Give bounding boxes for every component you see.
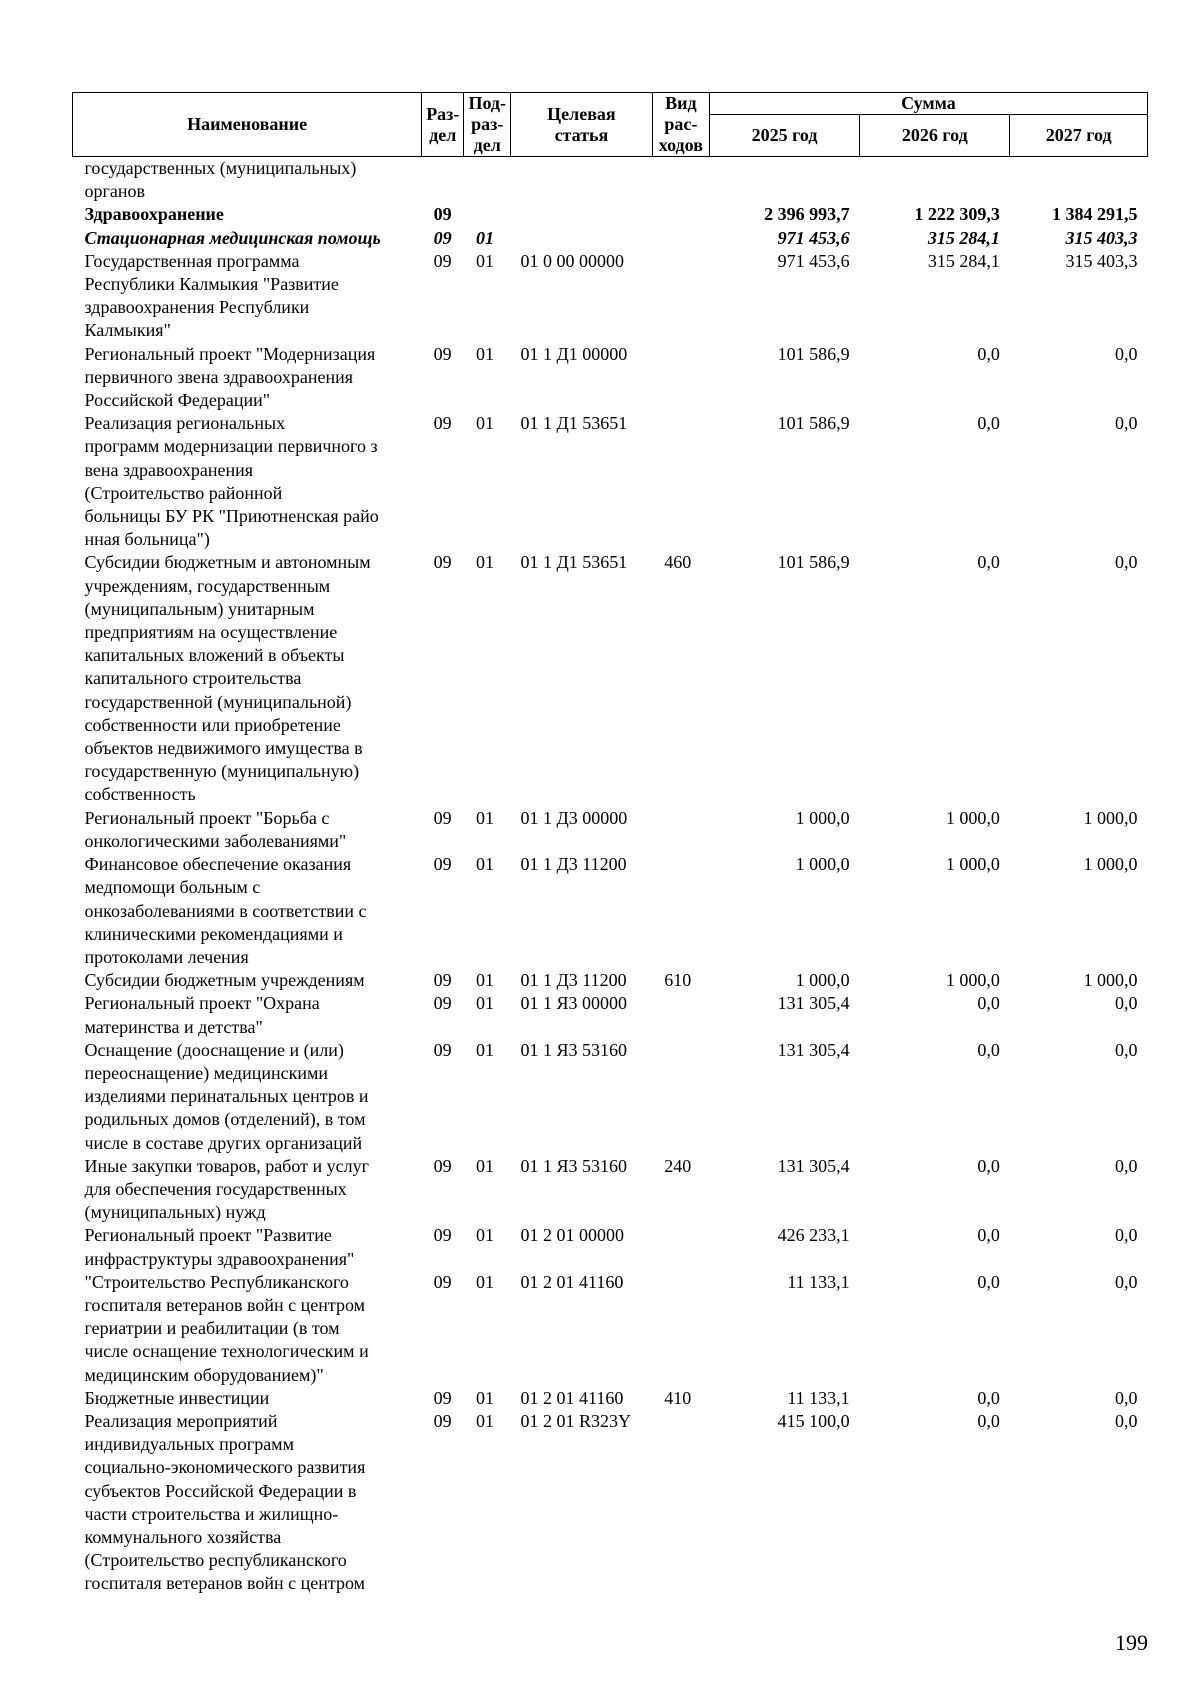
cell-2026: 0,0 [977,1155,1000,1176]
budget-table [72,92,1148,1596]
cell-vid: 410 [664,1387,692,1408]
header-2026: 2026 год [860,115,1010,157]
table-row [73,157,1148,204]
cell-vid [652,412,709,551]
cell-podrazdel: 01 [475,343,494,364]
cell-vid [652,203,709,226]
header-razdel: Раз- дел [422,93,464,157]
cell-2026: 1 000,0 [945,854,1000,875]
table-row [73,1224,1148,1270]
cell-vid [652,807,709,853]
cell-razdel: 09 [433,1039,452,1060]
cell-2026: 0,0 [977,552,1000,573]
cell-podrazdel: 01 [475,1225,494,1246]
cell-celevaya: 01 0 00 00000 [520,250,625,271]
cell-vid: 610 [664,970,692,991]
table-row [73,853,1148,969]
page-number: 199 [1115,1630,1148,1655]
cell-2026: 0,0 [977,1387,1000,1408]
cell-podrazdel: 01 [475,1039,494,1060]
cell-2025: 101 586,9 [777,413,850,434]
cell-podrazdel: 01 [475,993,494,1014]
cell-2027: 1 000,0 [1083,807,1138,828]
cell-2026: 0,0 [977,1410,1000,1431]
cell-razdel: 09 [433,552,452,573]
cell-vid [652,1271,709,1387]
table-row [73,412,1148,551]
cell-2025: 971 453,6 [777,250,850,271]
cell-name: Субсидии бюджетным учреждениям [84,970,365,991]
cell-2025 [709,157,859,204]
cell-2025: 415 100,0 [777,1410,850,1431]
cell-vid [652,227,709,250]
cell-razdel: 09 [433,250,452,271]
cell-razdel: 09 [433,1387,452,1408]
table-row [73,203,1148,226]
cell-2025: 11 133,1 [787,1387,850,1408]
cell-podrazdel: 01 [475,1387,494,1408]
cell-name: Бюджетные инвестиции [84,1387,270,1408]
cell-razdel: 09 [433,970,452,991]
cell-2025: 131 305,4 [777,993,850,1014]
cell-celevaya: 01 1 Я3 53160 [520,1155,628,1176]
table-row [73,250,1148,343]
cell-2026: 0,0 [977,1271,1000,1292]
cell-name: Иные закупки товаров, работ и услуг для обеспечения государственных (муниципальных) нужд [84,1155,369,1223]
cell-2026: 0,0 [977,343,1000,364]
cell-name: Региональный проект "Модернизация первичного звена здравоохранения Российской Федерации" [84,343,376,411]
cell-celevaya: 01 1 Д3 00000 [520,807,628,828]
table-row [73,992,1148,1038]
cell-2026: 315 284,1 [927,250,1000,271]
cell-vid [652,853,709,969]
cell-celevaya [511,227,653,250]
cell-podrazdel: 01 [475,807,494,828]
table-row [73,1039,1148,1155]
cell-2025: 101 586,9 [777,552,850,573]
cell-celevaya: 01 1 Д1 53651 [520,413,628,434]
cell-podrazdel: 01 [475,250,494,271]
cell-2027: 1 000,0 [1083,970,1138,991]
cell-2027: 0,0 [1115,1039,1138,1060]
cell-2027: 1 000,0 [1083,854,1138,875]
cell-razdel: 09 [433,343,452,364]
cell-2027: 1 384 291,5 [1052,204,1138,225]
document-page [72,92,1148,1596]
cell-2026: 0,0 [977,993,1000,1014]
cell-2027: 0,0 [1115,552,1138,573]
cell-2025: 1 000,0 [795,854,850,875]
cell-celevaya: 01 1 Я3 53160 [520,1039,628,1060]
table-row [73,807,1148,853]
cell-2025: 971 453,6 [777,227,850,248]
header-vid: Вид рас- ходов [652,93,709,157]
cell-podrazdel [464,203,511,226]
table-row [73,1271,1148,1387]
table-row [73,1410,1148,1596]
cell-podrazdel [464,157,511,204]
cell-razdel: 09 [433,1155,452,1176]
table-row [73,551,1148,806]
table-row [73,969,1148,992]
cell-celevaya: 01 1 Я3 00000 [520,993,628,1014]
cell-celevaya: 01 1 Д3 11200 [520,970,627,991]
header-podrazdel: Под- раз- дел [464,93,511,157]
cell-razdel: 09 [433,807,452,828]
cell-name: Здравоохранение [84,204,224,225]
cell-2026: 0,0 [977,1225,1000,1246]
table-body [73,157,1148,1596]
cell-celevaya: 01 2 01 R323Y [520,1410,632,1431]
cell-podrazdel: 01 [475,552,494,573]
cell-2027 [1010,157,1148,204]
table-row [73,343,1148,413]
table-row [73,1387,1148,1410]
cell-razdel: 09 [433,993,452,1014]
cell-celevaya: 01 1 Д1 53651 [520,552,628,573]
cell-2027: 315 403,3 [1065,227,1138,248]
header-2027: 2027 год [1010,115,1148,157]
cell-2026 [860,157,1010,204]
cell-2026: 1 000,0 [945,970,1000,991]
cell-name: Государственная программа Республики Калмыкия "Развитие здравоохранения Республики Калмыкия" [84,250,339,341]
cell-podrazdel: 01 [475,1410,494,1431]
cell-2027: 0,0 [1115,1387,1138,1408]
cell-podrazdel: 01 [475,1271,494,1292]
cell-vid [652,157,709,204]
cell-razdel: 09 [433,854,452,875]
cell-2027: 315 403,3 [1065,250,1138,271]
cell-vid [652,250,709,343]
cell-name: Стационарная медицинская помощь [84,227,381,248]
cell-2025: 1 000,0 [795,970,850,991]
cell-2026: 1 000,0 [945,807,1000,828]
table-row [73,227,1148,250]
cell-vid [652,1224,709,1270]
cell-2027: 0,0 [1115,343,1138,364]
cell-name: Оснащение (дооснащение и (или) переоснащение) медицинскими изделиями перинатальных центров и родильных домов (отделений), в том числе в составе других организаций [84,1039,369,1153]
cell-celevaya: 01 1 Д3 11200 [520,854,627,875]
cell-2025: 131 305,4 [777,1039,850,1060]
cell-2025: 11 133,1 [787,1271,850,1292]
cell-podrazdel: 01 [475,854,494,875]
cell-podrazdel: 01 [475,970,494,991]
table-row [73,1155,1148,1225]
cell-razdel: 09 [433,413,452,434]
cell-2026: 0,0 [977,1039,1000,1060]
cell-celevaya: 01 2 01 41160 [520,1271,624,1292]
cell-razdel: 09 [433,1271,452,1292]
cell-vid [652,343,709,413]
cell-2027: 0,0 [1115,413,1138,434]
cell-name: Региональный проект "Охрана материнства и детства" [84,993,320,1037]
cell-2026: 1 222 309,3 [914,204,1000,225]
cell-name: Региональный проект "Борьба с онкологическими заболеваниями" [84,807,347,851]
cell-2026: 0,0 [977,413,1000,434]
cell-vid [652,1039,709,1155]
cell-2027: 0,0 [1115,1410,1138,1431]
cell-podrazdel: 01 [475,413,494,434]
cell-name: Реализация мероприятий индивидуальных программ социально-экономического развития субъектов Российской Федерации в части строительства и жилищно- коммунального хозяйства (Строительство республиканского госпиталя ветеранов войн с центром [84,1410,366,1594]
cell-celevaya: 01 2 01 41160 [520,1387,624,1408]
cell-celevaya: 01 2 01 00000 [520,1225,625,1246]
header-celevaya: Целевая статья [511,93,653,157]
cell-razdel: 09 [433,204,452,225]
cell-vid [652,992,709,1038]
cell-2027: 0,0 [1115,1155,1138,1176]
cell-name: Реализация региональных программ модернизации первичного з вена здравоохранения (Строительство районной больницы БУ РК "Приютненская райо нная больница") [84,413,379,550]
cell-celevaya [511,203,653,226]
cell-name: "Строительство Республиканского госпиталя ветеранов войн с центром гериатрии и реабилитации (в том числе оснащение технологическим и медицинским оборудованием)" [84,1271,369,1385]
header-2025: 2025 год [709,115,859,157]
cell-2027: 0,0 [1115,993,1138,1014]
cell-razdel [422,157,464,204]
cell-name: Финансовое обеспечение оказания медпомощи больным с онкозаболеваниями в соответствии с клиническими рекомендациями и протоколами лечения [84,854,367,967]
cell-2025: 2 396 993,7 [764,204,850,225]
cell-podrazdel: 01 [475,227,494,248]
cell-2025: 1 000,0 [795,807,850,828]
header-name: Наименование [73,93,422,157]
cell-2026: 315 284,1 [927,227,1000,248]
cell-2025: 131 305,4 [777,1155,850,1176]
cell-name: Региональный проект "Развитие инфраструктуры здравоохранения" [84,1225,355,1269]
cell-2027: 0,0 [1115,1225,1138,1246]
cell-razdel: 09 [433,227,452,248]
cell-2025: 101 586,9 [777,343,850,364]
cell-vid [652,1410,709,1596]
cell-podrazdel: 01 [475,1155,494,1176]
cell-vid: 240 [664,1155,692,1176]
header-summa: Сумма [709,93,1147,115]
cell-name: государственных (муниципальных) органов [84,158,357,202]
cell-2027: 0,0 [1115,1271,1138,1292]
cell-razdel: 09 [433,1410,452,1431]
cell-vid: 460 [664,552,692,573]
cell-celevaya: 01 1 Д1 00000 [520,343,628,364]
cell-razdel: 09 [433,1225,452,1246]
cell-name: Субсидии бюджетным и автономным учреждениям, государственным (муниципальным) унитарным предприятиям на осуществление капитальных вложений в объекты капитального строительства государственной (муниципальной) собственности или приобретение объектов недвижимого имущества в государственную (муниципальную) собственность [84,552,371,805]
cell-2025: 426 233,1 [777,1225,850,1246]
cell-celevaya [511,157,653,204]
